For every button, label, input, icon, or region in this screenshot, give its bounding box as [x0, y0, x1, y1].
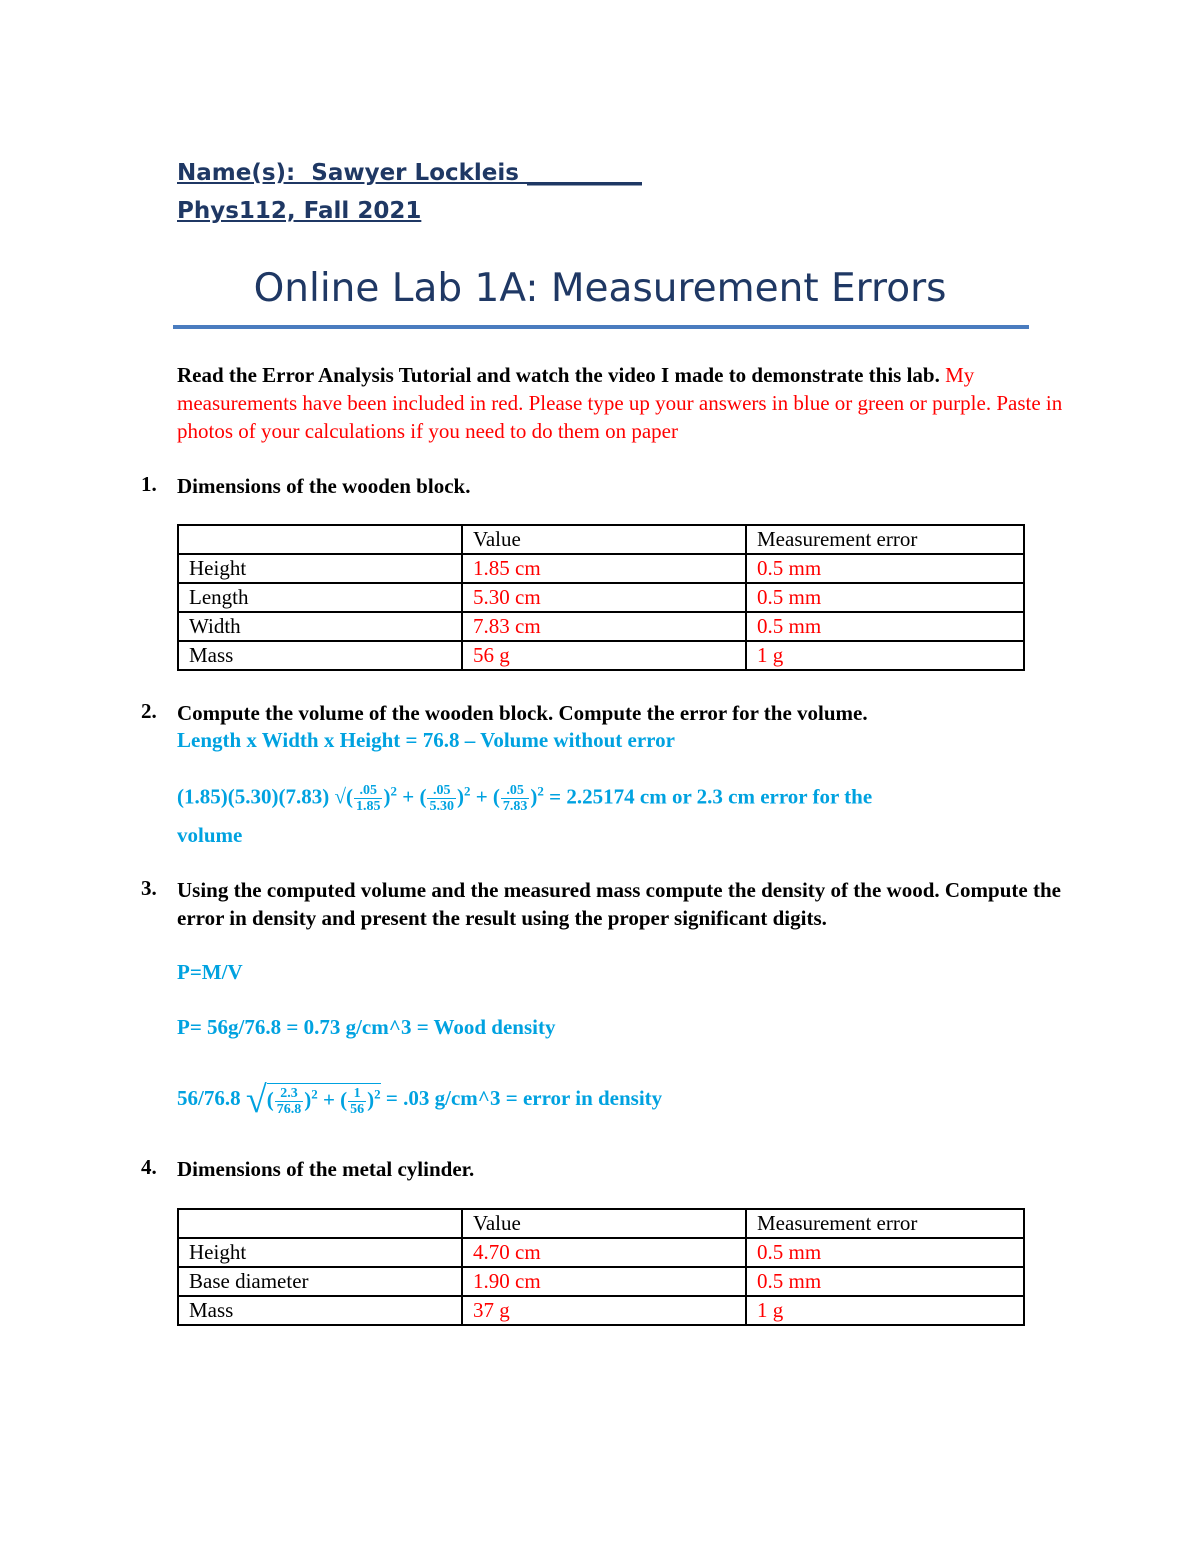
table-row [178, 1296, 1024, 1325]
q2-volume-answer: Length x Width x Height = 76.8 – Volume without error [177, 728, 675, 752]
table-row [178, 1238, 1024, 1267]
header-cell: Measurement error [746, 1209, 1024, 1238]
row-label: Length [178, 583, 462, 612]
header-cell: Value [462, 525, 746, 554]
error-cell: 1 g [746, 641, 1024, 670]
row-label: Mass [178, 641, 462, 670]
fraction: $\frac{2.3}{76.8}$ [276, 1086, 302, 1117]
error-cell: 0.5 mm [746, 554, 1024, 583]
row-label: Height [178, 554, 462, 583]
row-label: Base diameter [178, 1267, 462, 1296]
table-row [178, 641, 1024, 670]
value-cell: 56 g [462, 641, 746, 670]
table-row [178, 554, 1024, 583]
q1-text: Dimensions of the wooden block. [177, 474, 471, 498]
q3-error-calc [177, 1078, 662, 1122]
err-prefix: 56/76.8 [177, 1085, 241, 1110]
table-row [178, 583, 1024, 612]
intro-note: My measurements have been included in red. Please type up your answers in blue or green or purple. Paste in photos of your calculations if you need to do them on paper [177, 363, 1063, 443]
value-cell: 1.85 cm [462, 554, 746, 583]
table-row [178, 1267, 1024, 1296]
fraction: $\frac{.05}{5.30}$ [429, 783, 454, 814]
sqrt-icon: √ [245, 1079, 267, 1121]
metal-cylinder-table [177, 1208, 1025, 1326]
row-label: Width [178, 612, 462, 641]
error-cell: 0.5 mm [746, 583, 1024, 612]
value-cell: 37 g [462, 1296, 746, 1325]
error-cell: 1 g [746, 1296, 1024, 1325]
fraction: $\frac{.05}{1.85}$ [355, 783, 381, 814]
q3-density: P= 56g/76.8 = 0.73 g/cm^3 = Wood density [177, 1015, 556, 1039]
table-header-row [178, 525, 1024, 554]
header-cell [178, 525, 462, 554]
q3-number: 3. [141, 876, 157, 900]
name-line: Name(s): Sawyer Lockleis __________ [177, 160, 642, 186]
fraction: $\frac{1}{56}$ [350, 1086, 365, 1117]
value-cell: 1.90 cm [462, 1267, 746, 1296]
page-title: Online Lab 1A: Measurement Errors [253, 266, 947, 311]
value-cell: 7.83 cm [462, 612, 746, 641]
q2-result-continued: volume [177, 823, 243, 847]
header-cell [178, 1209, 462, 1238]
err-result: = .03 g/cm^3 = error in density [380, 1085, 663, 1110]
q3-formula: P=M/V [177, 960, 243, 984]
q4-text: Dimensions of the metal cylinder. [177, 1157, 475, 1181]
title-rule [173, 325, 1029, 329]
q2-text: Compute the volume of the wooden block. Compute the error for the volume. [177, 701, 868, 725]
header-cell: Value [462, 1209, 746, 1238]
course-line: Phys112, Fall 2021 [177, 198, 422, 224]
row-label: Mass [178, 1296, 462, 1325]
calc-prefix: (1.85)(5.30)(7.83) √( [177, 784, 353, 809]
intro-instructions: Read the Error Analysis Tutorial and watch the video I made to demonstrate this lab. [177, 363, 940, 387]
header-cell: Measurement error [746, 525, 1024, 554]
fraction: $\frac{.05}{7.83}$ [502, 783, 528, 814]
q2-error-calc: (1.85)(5.30)(7.83) √( $\frac{.05}{1.85}$ )$^2$ + ( $\frac{.05}{5.30}$ )$^2$ + ( $\frac{.05}{7.83}$ )$^2$ = 2.25174 cm or 2.3 cm error for the [177, 783, 873, 814]
error-cell: 0.5 mm [746, 1267, 1024, 1296]
sqrt-body: ( $\frac{2.3}{76.8}$ )$^2$ + ( $\frac{1}{56}$ )$^2$ [267, 1083, 381, 1117]
error-cell: 0.5 mm [746, 1238, 1024, 1267]
row-label: Height [178, 1238, 462, 1267]
value-cell: 4.70 cm [462, 1238, 746, 1267]
q2-number: 2. [141, 699, 157, 723]
q3-text: Using the computed volume and the measured mass compute the density of the wood. Compute the error in density and present the result using the proper significant digits. [177, 878, 1061, 930]
q4-number: 4. [141, 1155, 157, 1179]
error-cell: 0.5 mm [746, 612, 1024, 641]
q1-number: 1. [141, 472, 157, 496]
intro-paragraph [177, 361, 1067, 445]
table-row [178, 612, 1024, 641]
value-cell: 5.30 cm [462, 583, 746, 612]
calc-result: = 2.25174 cm or 2.3 cm error for the [543, 784, 873, 809]
wooden-block-table [177, 524, 1025, 671]
table-header-row [178, 1209, 1024, 1238]
